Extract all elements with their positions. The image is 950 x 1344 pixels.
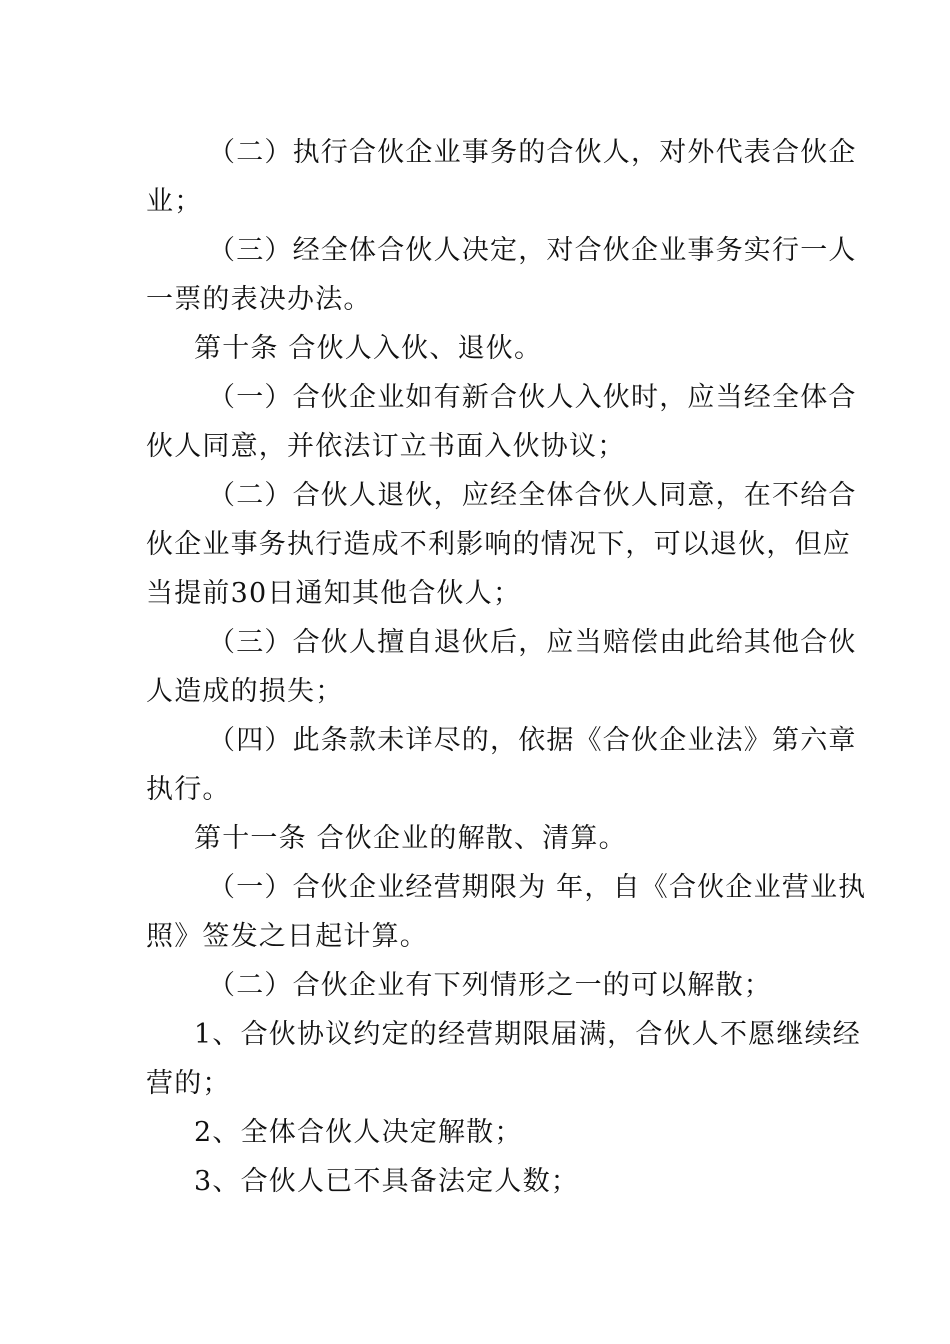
text-line: 当提前30日通知其他合伙人； [146, 578, 522, 609]
text-line: （三）合伙人擅自退伙后，应当赔偿由此给其他合伙 [208, 627, 857, 658]
document-body [146, 128, 867, 1206]
text-line: （二）合伙企业有下列情形之一的可以解散； [208, 970, 772, 1001]
text-line: 伙人同意，并依法订立书面入伙协议； [146, 431, 626, 462]
text-line: （一）合伙企业经营期限为 年，自《合伙企业营业执 [208, 872, 867, 903]
article-heading: 第十条 合伙人入伙、退伙。 [194, 333, 543, 364]
list-item: 2、全体合伙人决定解散； [194, 1117, 523, 1148]
text-line: （二）合伙人退伙，应经全体合伙人同意，在不给合 [208, 480, 857, 511]
text-line: （一）合伙企业如有新合伙人入伙时，应当经全体合 [208, 382, 857, 413]
text-line: （三）经全体合伙人决定，对合伙企业事务实行一人 [208, 235, 857, 266]
list-item: 1、合伙协议约定的经营期限届满，合伙人不愿继续经 [194, 1019, 861, 1050]
text-line: 人造成的损失； [146, 676, 344, 707]
text-line: （四）此条款未详尽的，依据《合伙企业法》第六章 [208, 725, 857, 756]
text-line: 伙企业事务执行造成不利影响的情况下，可以退伙，但应 [146, 529, 851, 560]
text-line: 业； [146, 186, 203, 217]
text-line: （二）执行合伙企业事务的合伙人，对外代表合伙企 [208, 137, 857, 168]
text-line: 一票的表决办法。 [146, 284, 372, 315]
text-line: 执行。 [146, 774, 231, 805]
list-item: 3、合伙人已不具备法定人数； [194, 1166, 579, 1197]
text-line: 照》签发之日起计算。 [146, 921, 428, 952]
article-heading: 第十一条 合伙企业的解散、清算。 [194, 823, 627, 854]
text-line: 营的； [146, 1068, 231, 1099]
